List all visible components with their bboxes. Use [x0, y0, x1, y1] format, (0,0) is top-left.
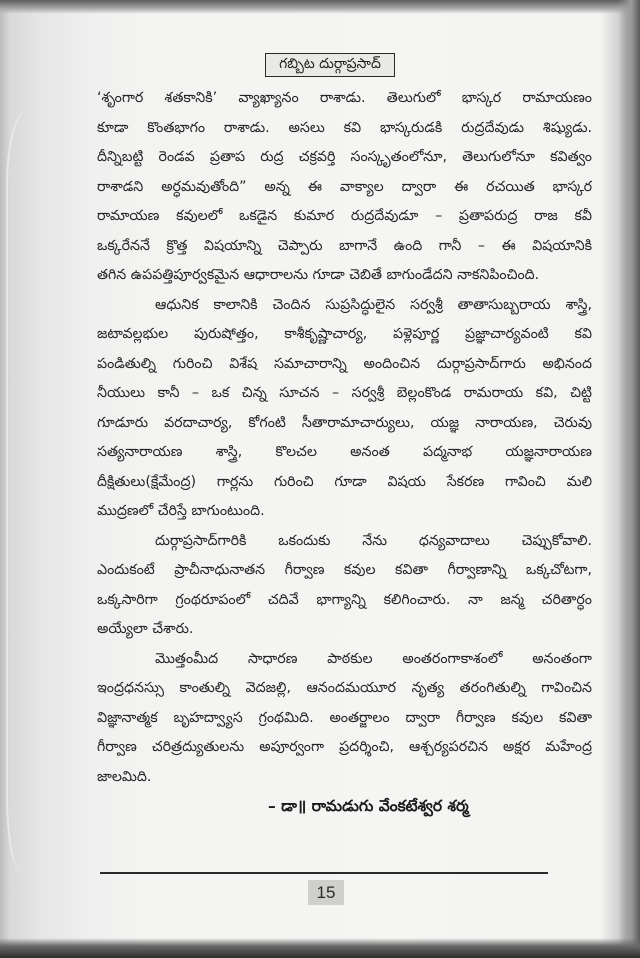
footer-divider [100, 872, 548, 874]
page-number-text: 15 [316, 882, 336, 902]
text-line: ఒక్కసారిగా గ్రంథరూపంలో చదివే భాగ్యాన్ని కలిగించారు. నా జన్మ చరితార్ధం [97, 591, 592, 608]
top-edge-shadow [0, 0, 640, 14]
text-line: దీక్షితులు(క్షేమేంద్ర) గార్లను గురించి గూడా విషయ సేకరణ గావించి మలి [97, 473, 592, 490]
right-page-edge [618, 0, 640, 958]
text-line: కూడా కొంతభాగం రాశాడు. అసలు కవి భాస్కరుడకి రుద్రదేవుడు శిష్యుడు. [97, 119, 592, 136]
page-number [308, 880, 344, 905]
text-line: ఎందుకంటే ప్రాచీనాధునాతన గీర్వాణ కవుల కవితా గీర్వాణాన్ని ఒక్కచోటగా, [97, 562, 592, 578]
text-line: ఆధునిక కాలానికి చెందిన సుప్రసిద్ధులైన సర్వశ్రీ తాతాసుబ్బరాయ శాస్త్రి, [155, 296, 592, 313]
text-line: సత్యనారాయణ శాస్త్రి, కొలచల అనంత పద్మనాభ యజ్ఞనారాయణ [97, 444, 592, 460]
running-header-text: గబ్బిట దుర్గాప్రసాద్ [279, 55, 381, 72]
author-signature: – డా॥ రామడుగు వేంకటేశ్వర శర్మ [268, 797, 469, 815]
spine-crease [6, 110, 42, 870]
text-line: మొత్తంమీద సాధారణ పాఠకుల అంతరంగాకాశంలో అనంతంగా [155, 650, 592, 667]
text-line: దీన్నిబట్టి రెండవ ప్రతాప రుద్ర చక్రవర్తి సంస్కృతంలోనూ, తెలుగులోనూ కవిత్వం [97, 149, 592, 165]
text-line: విజ్ఞానాత్మక బృహద్వ్యాస గ్రంథమిది. అంతర్జాలం ద్వారా గీర్వాణ కవుల కవితా [97, 709, 592, 726]
text-line: నీయులు కానీ – ఒక చిన్న సూచన – సర్వశ్రీ బెల్లంకొండ రామరాయ కవి, చిట్టి [97, 385, 592, 401]
running-header [265, 53, 395, 77]
text-line: రామాయణ కవులలో ఒకడైన కుమార రుద్రదేవుడూ – ప్రతాపరుద్ర రాజ కవీ [97, 208, 592, 224]
text-line: గీర్వాణ చరిత్రద్యుతులను అపూర్వంగా ప్రదర్శించి, ఆశ్చర్యపరచిన అక్షర మహేంద్ర [97, 739, 592, 755]
text-line: ‘శృంగార శతకానికి’ వ్యాఖ్యానం రాశాడు. తెలుగులో భాస్కర రామాయణం [97, 90, 592, 106]
text-line: ఒక్కరేననే క్రొత్త విషయాన్ని చెప్పారు బాగానే ఉంది గానీ – ఈ విషయానికి [97, 237, 592, 254]
text-line: రాశాడని అర్ధమవుతోంది” అన్న ఈ వాక్యాల ద్వారా ఈ రచయిత భాస్కర [97, 178, 592, 195]
text-line: జటావల్లభుల పురుషోత్తం, కాశీకృష్ణాచార్య, పళ్లెపూర్ణ ప్రజ్ఞాచార్యవంటి కవి [97, 326, 592, 342]
text-line: ముద్రణలో చేరిస్తే బాగుంటుంది. [97, 503, 265, 519]
text-line: గూడూరు వరదాచార్య, కోగంటి సీతారామాచార్యులు, యజ్ఞ నారాయణ, చెరువు [97, 414, 592, 431]
text-line: దుర్గాప్రసాద్‌గారికి ఒకందుకు నేను ధన్యవాదాలు చెప్పుకోవాలి. [155, 532, 592, 549]
bottom-edge-shadow [0, 938, 640, 958]
body-text [97, 84, 592, 792]
text-line: జాలమిది. [97, 768, 152, 785]
text-line: ఇంద్రధనస్సు కాంతుల్ని వెదజల్లి, ఆనందమయూర నృత్య తరంగితుల్ని గావించిన [97, 680, 592, 696]
text-line: పండితుల్ని గురించి విశేష సమాచారాన్ని అందించిన దుర్గాప్రసాద్‌గారు అభినంద [97, 355, 592, 372]
text-line: అయ్యేలా చేశారు. [97, 621, 194, 637]
text-line: తగిన ఉపపత్తిపూర్వకమైన ఆధారాలను గూడా చెబితే బాగుండేదని నాకనిపించింది. [97, 267, 540, 283]
